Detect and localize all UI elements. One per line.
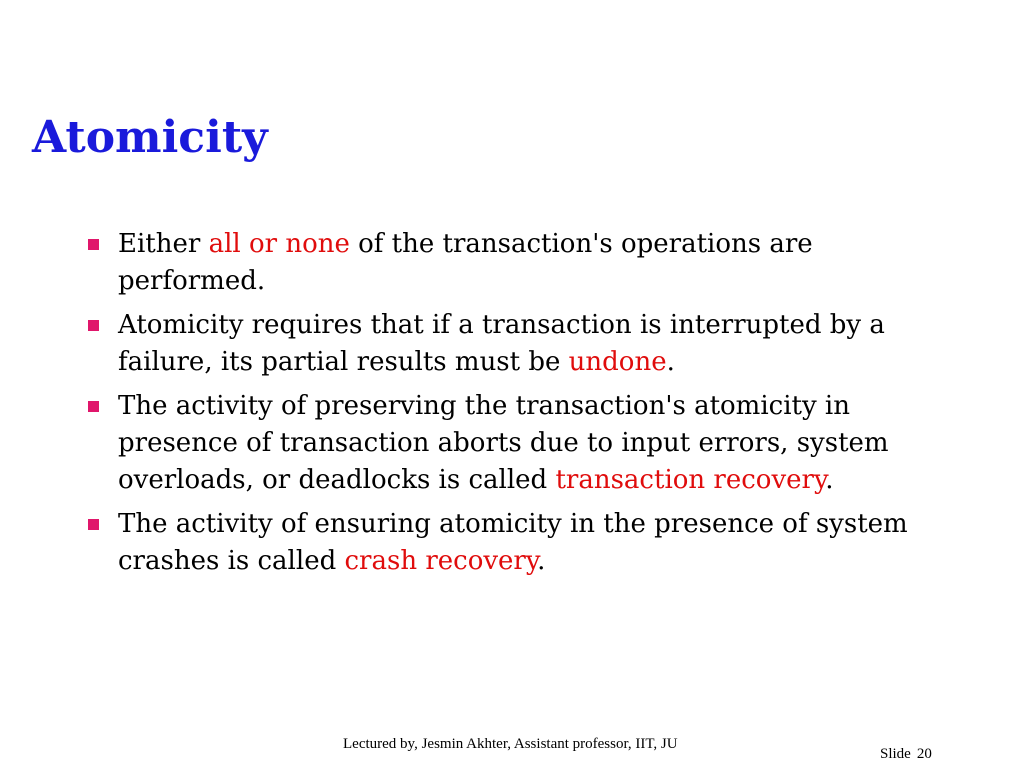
bullet-text-segment: .: [666, 347, 675, 377]
bullet-text-segment: The activity of ensuring atomicity in the presence of system crashes is called: [118, 509, 908, 576]
bullet-text-segment: Atomicity requires that if a transaction is interrupted by a failure, its partial results must be: [118, 310, 885, 377]
bullet-text-segment: The activity of preserving the transaction's atomicity in presence of transaction aborts due to input errors, system overloads, or deadlocks is called: [118, 391, 889, 495]
bullet-item-crash-recovery: [86, 506, 966, 580]
square-bullet-icon: [88, 239, 99, 250]
bullet-item-undone: [86, 307, 966, 381]
bullet-text: [118, 310, 885, 377]
highlighted-term: all or none: [208, 229, 350, 259]
bullet-text: [118, 391, 889, 495]
highlighted-term: crash recovery: [344, 546, 538, 576]
bullet-text-segment: .: [537, 546, 546, 576]
highlighted-term: transaction recovery: [555, 465, 826, 495]
bullet-text-segment: Either: [118, 229, 209, 259]
slide-label: Slide: [880, 746, 911, 762]
bullet-item-all-or-none: [86, 226, 966, 300]
slide-number: 20: [916, 746, 932, 762]
highlighted-term: undone: [568, 347, 667, 377]
bullet-text: [118, 509, 908, 576]
bullet-text-segment: .: [825, 465, 834, 495]
slide-number-footer: [880, 745, 932, 763]
square-bullet-icon: [88, 320, 99, 331]
bullet-text-segment: of the transaction's operations are performed.: [118, 229, 813, 296]
bullet-item-transaction-recovery: [86, 388, 966, 499]
footer-credit: Lectured by, Jesmin Akhter, Assistant professor, IIT, JU: [343, 736, 678, 752]
square-bullet-icon: [88, 519, 99, 530]
slide-title: Atomicity: [32, 112, 268, 163]
bullet-list: [86, 226, 966, 587]
bullet-text: [118, 229, 813, 296]
square-bullet-icon: [88, 401, 99, 412]
